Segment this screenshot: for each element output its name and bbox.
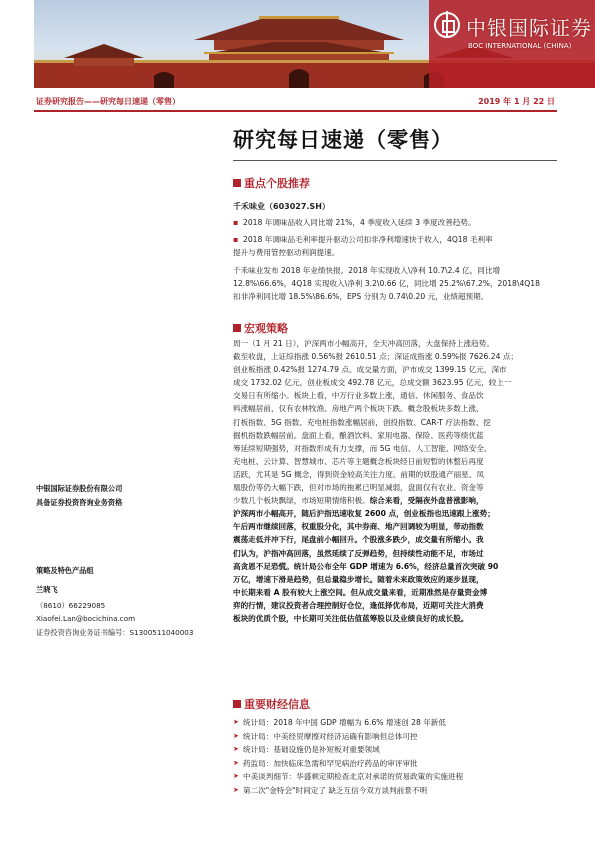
news-item: ➤ 第二次"金特会"时间定了 缺乏互信今双方谈判前景不明	[233, 784, 557, 798]
section-square-icon	[233, 700, 241, 708]
company-name: 中银国际证券股份有限公司	[36, 484, 123, 493]
company-qualification: 具备证券投资咨询业务资格	[36, 498, 123, 507]
analyst-name: 兰晓飞	[36, 585, 58, 594]
arrow-bullet-icon: ➤	[233, 758, 239, 767]
analyst-phone: （8610）66229085	[36, 601, 106, 610]
header-divider	[34, 110, 557, 112]
report-series-label: 证券研究报告——研究每日速递（零售）	[36, 97, 180, 106]
arrow-bullet-icon: ➤	[233, 731, 239, 740]
stock-summary: 千禾味业发布 2018 年业绩快报。2018 年实现收入\净利 10.7\2.4 亿，同比增 12.8%\66.6%，4Q18 实现收入\净利 3.2\0.66 亿，同比增 25.2%\67.2%，2018\4Q18 扣非净利同比增 18.5%\86.6%，EPS 分别为 0.74\0.20 元，业绩超预期。	[233, 266, 540, 302]
stock-name: 千禾味业（603027.SH）	[233, 202, 330, 211]
macro-commentary: 周一（1 月 21 日），沪深两市小幅高开，全天冲高回落，大盘保持上涨趋势。 截至收盘，上证综指涨 0.56%报 2610.51 点；深证成指涨 0.59%报 7626.24 点； 创业板指涨 0.42%报 1274.79 点。成交量方面，沪市成交 1399.15 亿元，深市 成交 1732.02 亿元，创业板成交 492.78 亿元，总成交额 3623.95 亿元，较上一 交易日有所缩小。板块上看，中万行业多数上涨，通信、休闲服务、食品饮 料涨幅居前，仅有农林牧渔、房地产两个板块下跌。概念股板块多数上涨， 打板指数、5G 指数、充电桩指数涨幅居前，创投指数、CAR-T 疗法指数、挖 掘机指数跌幅居前。盘面上看，酿酒饮料、家用电器、保险、医药等绩优蓝 筹延续短期强势，对指数形成有力支撑，而 5G 电信、人工智能、网络安全、 充电桩、云计算、智慧城市、芯片等主题概念板块经日前短暂的休整后再度 活跃，尤其是 5G 概念，得到资金较高关注力度。前期的妖股通产丽星、凤 凰股份等仍大幅下跌，但对市场的拖累已明显减弱，盘面仅有农业、资金等 少数几个板块飘绿，市场短期情绪积极。综合来看，受隔夜外盘普涨影响， 沪深两市小幅高开，随后沪指迅速收复 2600 点，创业板指也迅速跟上涨势； 午后两市继续回落，权重股分化，其中券商、地产回调较为明显，带动指数 震荡走低并冲下行，尾盘前小幅回升。个股涨多跌少，成交量有所缩小。我 们认为，沪指冲高回落，虽然延续了反弹趋势，但持续性动能不足，市场过 高贪恩不足恐慌。统计局公布全年 GDP 增速为 6.6%，经济总量首次突破 90 万亿，增速下滑是趋势，但总量稳步增长。随着未来政策效应的逐步显现， 中长期来看 A 股有较大上涨空间。但从成交量来看，近期准然是存量资金博 弈的行情，建议投资者合理控制好仓位，逢低择优布局，近期可关注大消费 板块的优质个股，中长期可关注低估值蓝筹股以及业绩良好的成长股。	[233, 339, 519, 623]
arrow-bullet-icon: ➤	[233, 785, 239, 794]
news-item: ➤ 统计局：中美经贸摩擦对经济运确有影响但总体可控	[233, 730, 557, 744]
brand-block	[434, 8, 595, 68]
arrow-bullet-icon: ➤	[233, 745, 239, 754]
section-square-icon	[233, 179, 241, 187]
section-heading-finance: 重要财经信息	[233, 696, 310, 712]
news-item: ➤ 药监局：加快临床急需和罕见病治疗药品的审评审批	[233, 757, 557, 771]
macro-conclusion-lead: 综合来看，受隔夜外盘普涨影响，	[369, 496, 484, 506]
finance-news-list	[233, 716, 557, 798]
section-heading-stock-pick: 重点个股推荐	[233, 175, 310, 191]
news-item: ➤ 统计局：基础设施仍是补短板对重要领域	[233, 743, 557, 757]
stock-bullet-1: ▪ 2018 年调味品收入同比增 21%，4 季度收入延续 3 季度改善趋势。	[233, 218, 476, 227]
bullet-icon: ▪	[233, 235, 239, 244]
brand-name-cn: 中银国际证券	[466, 16, 592, 40]
arrow-bullet-icon: ➤	[233, 718, 239, 726]
arrow-bullet-icon: ➤	[233, 772, 239, 781]
header-banner	[34, 0, 595, 88]
boc-logo-icon	[434, 12, 460, 38]
stock-bullet-2: ▪ 2018 年调味品毛利率提升驱动公司扣非净利增速快于收入，4Q18 毛利率 提升与费用管控驱动利润提速。	[233, 235, 493, 257]
section-square-icon	[233, 324, 241, 332]
news-item: ➤ 统计局：2018 年中国 GDP 增幅为 6.6% 增速创 28 年新低	[233, 716, 557, 730]
bullet-icon: ▪	[233, 218, 239, 227]
title-divider	[233, 160, 557, 161]
news-item: ➤ 中美谈判细节：华盛顿定期检查北京对承诺的贸易政策的实施进程	[233, 770, 557, 784]
page-title: 研究每日速递（零售）	[233, 127, 453, 152]
report-date: 2019 年 1 月 22 日	[478, 97, 555, 106]
section-heading-macro: 宏观策略	[233, 320, 288, 336]
brand-name-en: BOC INTERNATIONAL (CHINA)	[468, 42, 572, 50]
research-group: 策略及特色产品组	[36, 566, 94, 575]
analyst-email[interactable]: Xiaofei.Lan@bocichina.com	[36, 614, 136, 623]
analyst-certificate: 证券投资咨询业务证书编号：S1300511040003	[36, 628, 194, 637]
